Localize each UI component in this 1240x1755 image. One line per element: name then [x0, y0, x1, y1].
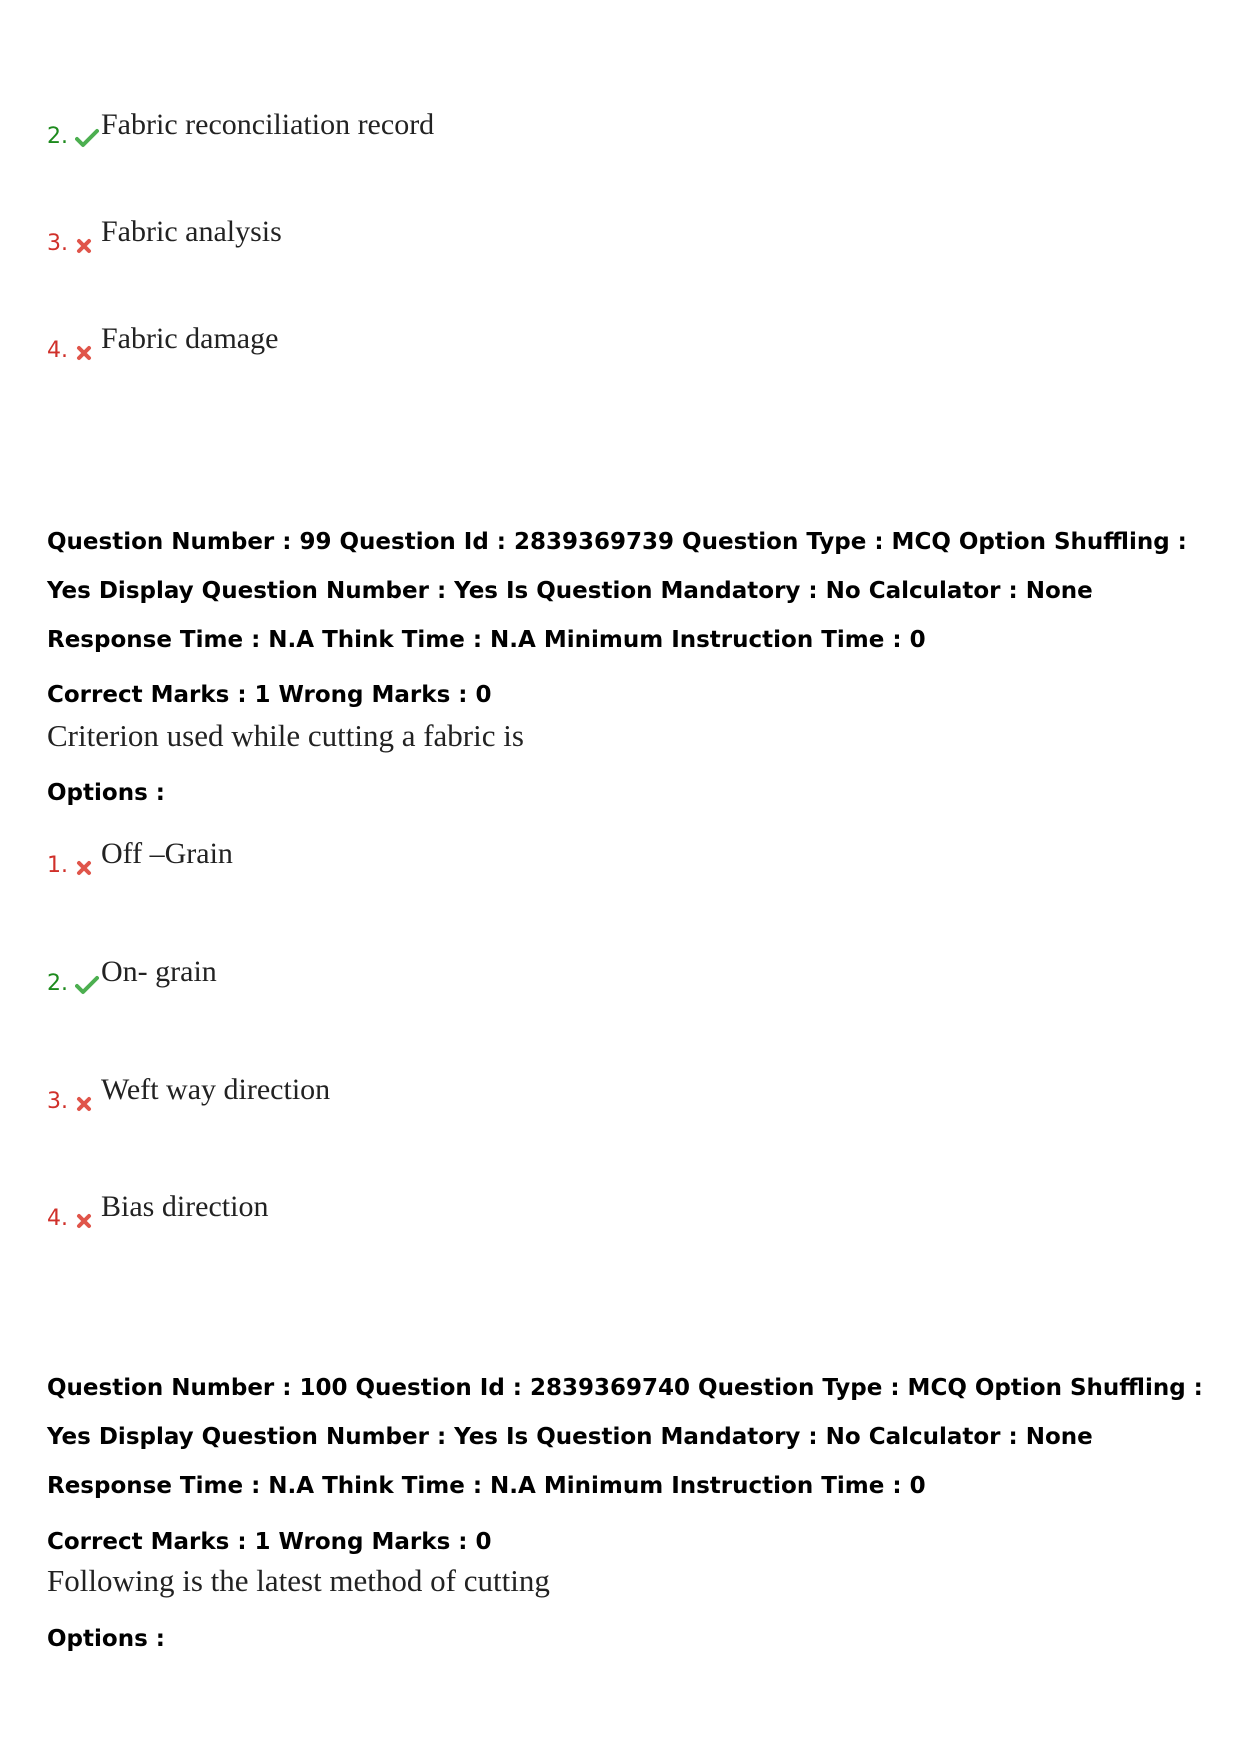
option-text: Fabric analysis	[101, 215, 282, 248]
cross-icon	[73, 851, 101, 877]
option-number: 4.	[47, 1206, 68, 1231]
option-text: Fabric damage	[101, 322, 279, 355]
option-text: Fabric reconciliation record	[101, 108, 435, 141]
cross-icon	[73, 229, 101, 255]
option-row	[47, 215, 282, 255]
option-number: 2.	[47, 124, 68, 149]
option-number: 3.	[47, 231, 68, 256]
option-row	[47, 955, 217, 995]
checkmark-icon	[73, 969, 101, 995]
option-text: Bias direction	[101, 1190, 269, 1223]
cross-icon	[73, 336, 101, 362]
question-text: Following is the latest method of cutting	[47, 1563, 550, 1598]
options-label: Options :	[47, 780, 165, 806]
option-number: 2.	[47, 971, 68, 996]
option-text: Off –Grain	[101, 837, 233, 870]
checkmark-icon	[73, 122, 101, 148]
question-meta: Question Number : 100 Question Id : 2839369740 Question Type : MCQ Option Shuffling : Yes Display Question Number : Yes Is Question Mandatory : No Calculator : None Response Time : N.A Think Time : N.A Minimum Instruction Time : 0	[47, 1375, 1203, 1499]
option-row	[47, 322, 278, 362]
cross-icon	[73, 1204, 101, 1230]
cross-icon	[73, 1087, 101, 1113]
option-row	[47, 1190, 268, 1230]
marks-info: Correct Marks : 1 Wrong Marks : 0	[47, 682, 492, 708]
question-meta: Question Number : 99 Question Id : 2839369739 Question Type : MCQ Option Shuffling : Yes Display Question Number : Yes Is Question Mandatory : No Calculator : None Response Time : N.A Think Time : N.A Minimum Instruction Time : 0	[47, 529, 1187, 653]
option-text: On- grain	[101, 955, 217, 988]
option-row	[47, 1073, 330, 1113]
option-row	[47, 108, 434, 148]
option-number: 4.	[47, 338, 68, 363]
option-number: 3.	[47, 1089, 68, 1114]
marks-info: Correct Marks : 1 Wrong Marks : 0	[47, 1529, 492, 1555]
option-text: Weft way direction	[101, 1073, 331, 1106]
options-label: Options :	[47, 1626, 165, 1652]
question-text: Criterion used while cutting a fabric is	[47, 718, 524, 753]
option-row	[47, 837, 233, 877]
option-number: 1.	[47, 853, 68, 878]
